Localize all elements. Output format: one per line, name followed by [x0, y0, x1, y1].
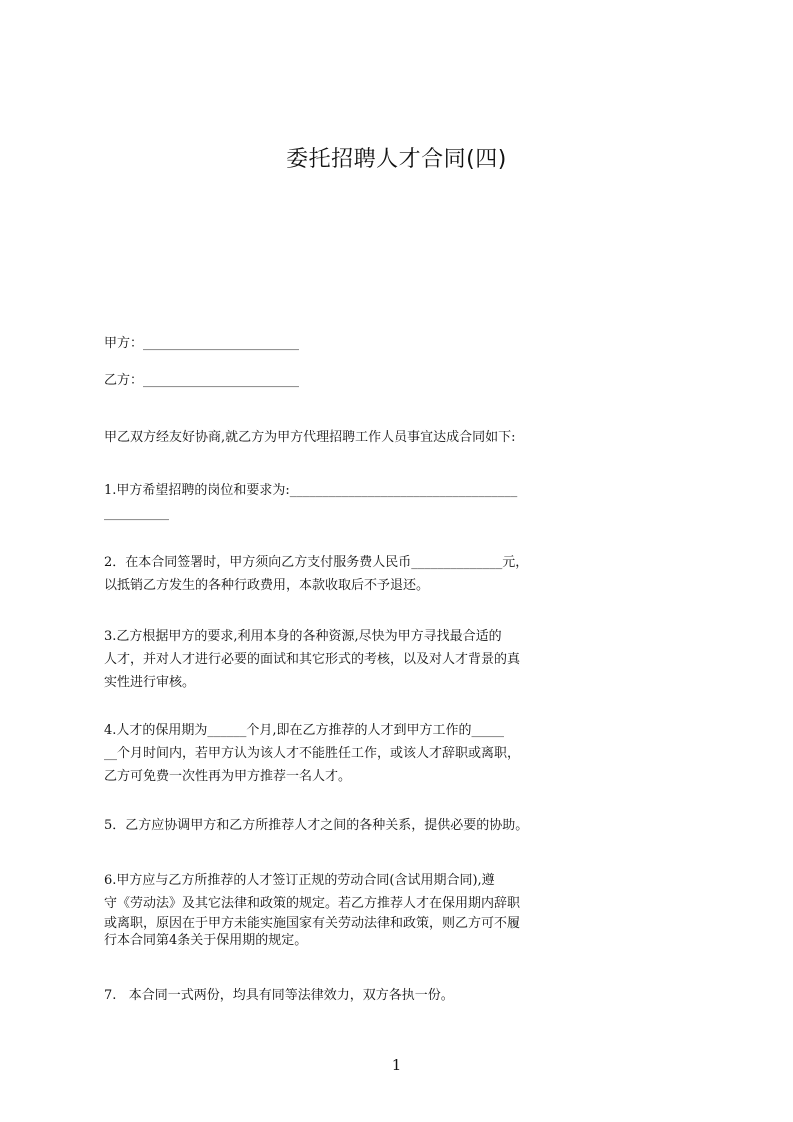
- party-a-line: 甲方：________________________: [104, 336, 300, 351]
- clause-3-line-3: 实性进行审核。: [104, 675, 196, 690]
- clause-6-line-1: 6.甲方应与乙方所推荐的人才签订正规的劳动合同(含试用期合同),遵: [104, 873, 495, 888]
- clause-2-line-1: 2．在本合同签署时，甲方须向乙方支付服务费人民币______________元，: [104, 555, 529, 570]
- clause-3-line-2: 人才，并对人才进行必要的面试和其它形式的考核，以及对人才背景的真: [104, 652, 521, 667]
- clause-6-line-2: 守《劳动法》及其它法律和政策的规定。若乙方推荐人才在保用期内辞职: [104, 896, 521, 911]
- clause-3-line-1: 3.乙方根据甲方的要求,利用本身的各种资源,尽快为甲方寻找最合适的: [104, 629, 502, 644]
- clause-4-line-2: __个月时间内，若甲方认为该人才不能胜任工作，或该人才辞职或离职，: [104, 746, 521, 761]
- clause-7: 7. 本合同一式两份，均具有同等法律效力，双方各执一份。: [104, 988, 454, 1003]
- clause-6-line-3: 或离职，原因在于甲方未能实施国家有关劳动法律和政策，则乙方可不履: [104, 916, 521, 931]
- clause-4-line-3: 乙方可免费一次性再为甲方推荐一名人才。: [104, 769, 352, 784]
- clause-2-line-2: 以抵销乙方发生的各种行政费用，本款收取后不予退还。: [104, 578, 430, 593]
- document-title: 委托招聘人才合同(四): [286, 147, 507, 172]
- clause-1-line-2: __________: [104, 506, 169, 521]
- clause-1-line-1: 1.甲方希望招聘的岗位和要求为:___________________________________: [104, 483, 518, 498]
- party-b-line: 乙方：________________________: [104, 373, 300, 388]
- intro-paragraph: 甲乙双方经友好协商,就乙方为甲方代理招聘工作人员事宜达成合同如下:: [104, 430, 516, 445]
- clause-5: 5．乙方应协调甲方和乙方所推荐人才之间的各种关系，提供必要的协助。: [104, 818, 529, 833]
- page-number: 1: [391, 1056, 402, 1074]
- clause-4-line-1: 4.人才的保用期为______个月,即在乙方推荐的人才到甲方工作的_____: [104, 723, 505, 738]
- clause-6-line-4: 行本合同第4条关于保用期的规定。: [104, 933, 308, 948]
